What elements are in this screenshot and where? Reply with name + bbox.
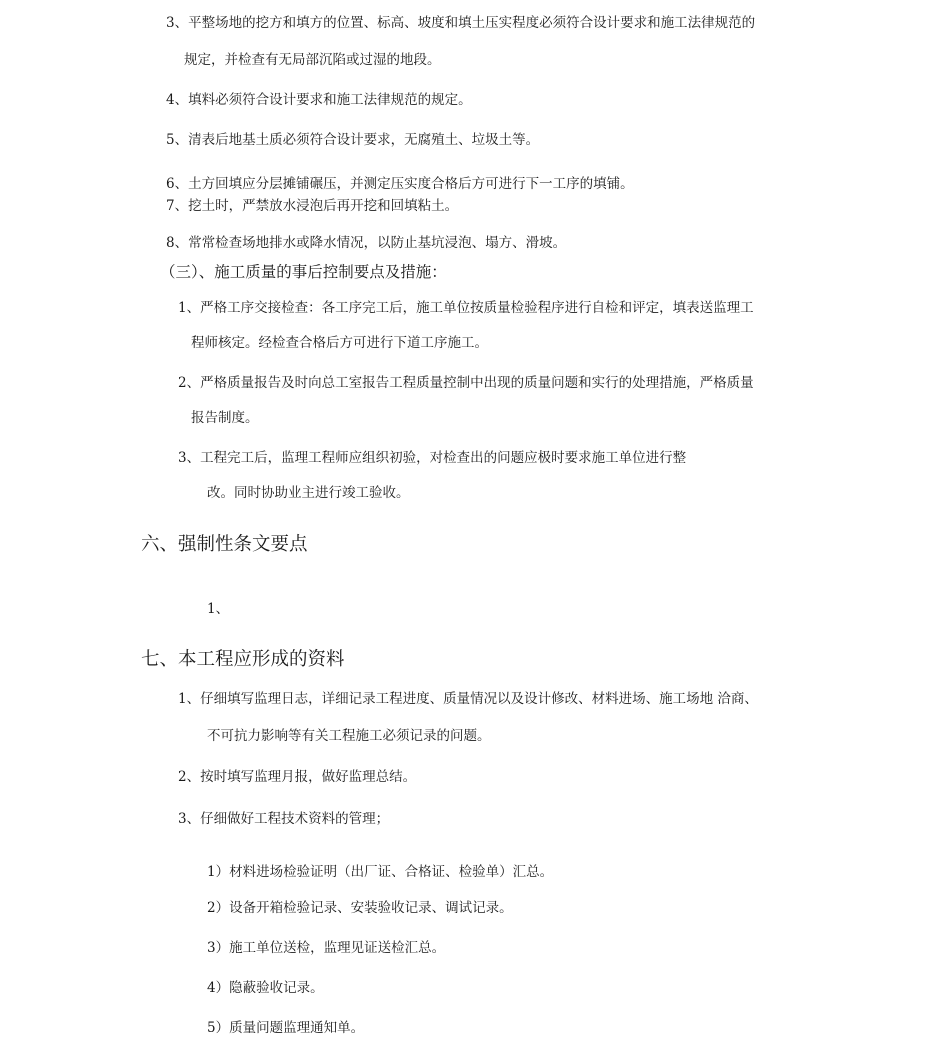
record-sub-item-5: 5）质量问题监理通知单。 <box>207 1020 365 1036</box>
item-4: 4、填料必须符合设计要求和施工法律规范的规定。 <box>166 92 472 108</box>
record-item-1-line-2: 不可抗力影响等有关工程施工必须记录的问题。 <box>207 728 491 744</box>
record-item-2: 2、按时填写监理月报，做好监理总结。 <box>178 769 417 785</box>
post-item-2-line-2: 报告制度。 <box>191 410 259 426</box>
item-6: 6、土方回填应分层摊铺碾压，并测定压实度合格后方可进行下一工序的填铺。 <box>166 176 634 192</box>
item-7: 7、挖土时，严禁放水浸泡后再开挖和回填粘土。 <box>166 198 459 214</box>
post-item-2-line-1: 2、严格质量报告及时向总工室报告工程质量控制中出现的质量问题和实行的处理措施，严格质量 <box>178 375 754 391</box>
record-sub-item-1: 1）材料进场检验证明（出厂证、合格证、检验单）汇总。 <box>207 864 554 880</box>
item-8: 8、常常检查场地排水或降水情况，以防止基坑浸泡、塌方、滑坡。 <box>166 235 567 251</box>
record-item-3: 3、仔细做好工程技术资料的管理； <box>178 811 390 827</box>
post-item-1-line-2: 程师核定。经检查合格后方可进行下道工序施工。 <box>191 335 488 351</box>
record-item-1-line-1: 1、仔细填写监理日志，详细记录工程进度、质量情况以及设计修改、材料进场、施工场地 洽商、 <box>178 691 758 707</box>
section-heading-six: 六、强制性条文要点 <box>141 534 308 555</box>
record-sub-item-3: 3）施工单位送检，监理见证送检汇总。 <box>207 940 446 956</box>
subsection-title-post-control: （三）、施工质量的事后控制要点及措施： <box>160 263 447 281</box>
item-3-line-1: 3、平整场地的挖方和填方的位置、标高、坡度和填土压实程度必须符合设计要求和施工法律规范的 <box>166 15 756 31</box>
post-item-3-line-2: 改。同时协助业主进行竣工验收。 <box>207 485 410 501</box>
record-sub-item-2: 2）设备开箱检验记录、安装验收记录、调试记录。 <box>207 900 513 916</box>
post-item-1-line-1: 1、严格工序交接检查：各工序完工后，施工单位按质量检验程序进行自检和评定，填表送监理工 <box>178 300 754 316</box>
item-3-line-2: 规定，并检查有无局部沉陷或过湿的地段。 <box>184 52 441 68</box>
record-sub-item-4: 4）隐蔽验收记录。 <box>207 980 324 996</box>
item-5: 5、清表后地基土质必须符合设计要求，无腐殖土、垃圾土等。 <box>166 132 540 148</box>
section-six-item-1: 1、 <box>207 601 230 617</box>
section-heading-seven: 七、本工程应形成的资料 <box>141 649 345 670</box>
post-item-3-line-1: 3、工程完工后，监理工程师应组织初验，对检查出的问题应极时要求施工单位进行整 <box>178 450 687 466</box>
